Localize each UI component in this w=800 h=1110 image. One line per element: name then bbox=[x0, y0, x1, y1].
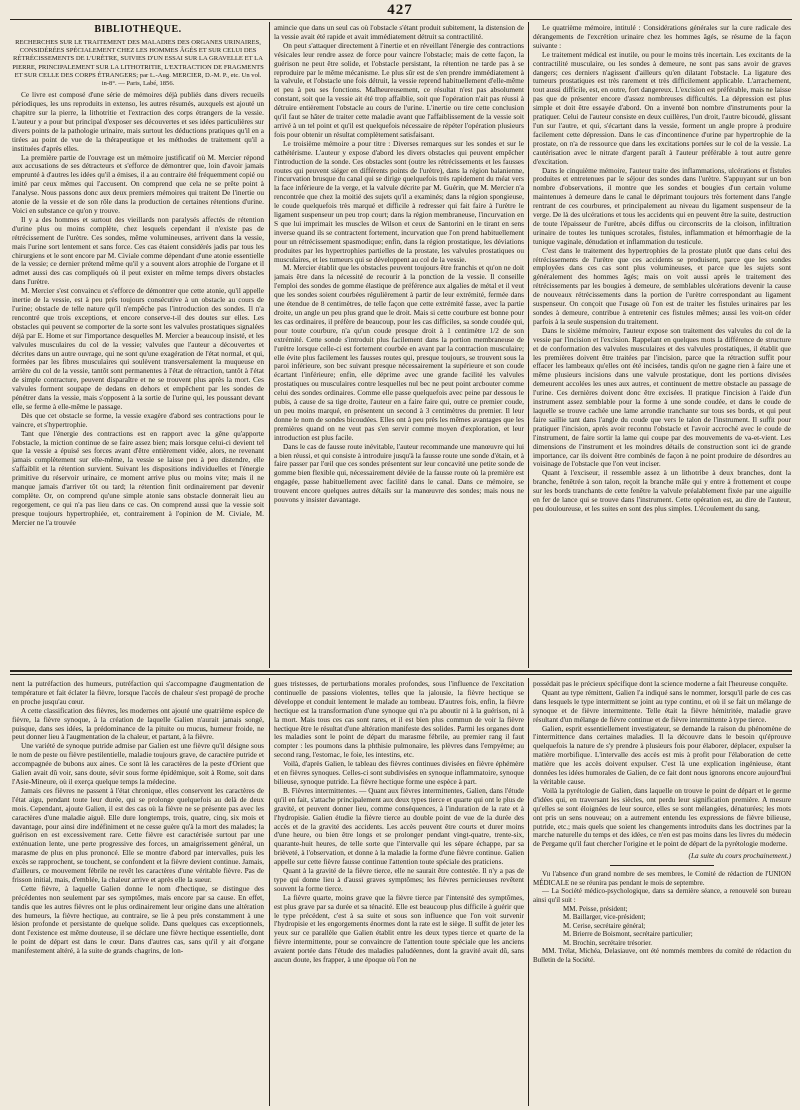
paragraph: La fièvre quarte, moins grave que la fièvre tierce par l'intensité des symptômes, est plus grave par sa durée et sa ténacité. Elle est beaucoup plus difficile à guérir que le type précédent, c'est à sa suite et sous son influence que l'on voit survenir l'hydropisie et les engorgements énormes dont la rate est le siège. Il suffit de jeter les yeux sur ce parallèle que Galien établit entre les deux types tierce et quarte de la fièvre intermittente, pour se convaincre de l'attention toute spéciale que les anciens avaient portée dans l'étude des maladies paludéennes, dont la gravité avait dû, sans aucun doute, les frapper, à une époque où l'on ne bbox=[274, 892, 524, 965]
section-divider-thin bbox=[10, 674, 792, 675]
paragraph: possédait pas le précieux spécifique dont la science moderne a fait l'heureuse conquête. bbox=[533, 680, 788, 688]
paragraph: On peut s'attaquer directement à l'inertie et en réveillant l'énergie des contractions vésicales leur rendre assez de force pour vaincre l'obstacle; mais de cette façon, la guérison ne peut être solide, et l'obstacle persistant, la rétention ne tarde pas à se reproduire par le même mécanisme. Le plus sûr est de s'en prendre immédiatement à la valvule, et l'obstacle une fois détruit, la vessie reprend habituellement d'elle-même et peu à peu ses fonctions. Malheureusement, ce résultat n'est pas absolument constant, soit que la vessie ait été trop affaiblie, soit que l'opération n'ait pas réussi à détruire entièrement l'obstacle au cours de l'urine. L'inertie ou tire cette conclusion qu'il faut se hâter de traiter cette maladie avant que l'affaiblissement de la vessie soit arrivé à un tel point et qu'il est quelquefois nécessaire de répéter l'opération plusieurs fois pour obtenir un résultat complètement satisfaisant. bbox=[274, 40, 524, 139]
paragraph: Le quatrième mémoire, intitulé : Considérations générales sur la cure radicale des dérangements de l'excrétion urinaire chez les hommes âgés, se résume de la façon suivante : bbox=[533, 24, 791, 50]
paragraph: Dans le sixième mémoire, l'auteur expose son traitement des valvules du col de la vessie par l'incision et l'excision. Rappelant en quelques mots la différence de structure et de conformation des valvules musculaires et des valvules prostatiques, il établit que les premières doivent être traitées par l'incision, parce que la rétraction suffit pour effacer les lambeaux qu'elles ont été incisées, tandis qu'on ne gagne rien à faire une et même plusieurs incisions dans une valvule prostatique, dont les portions divisées demeurent accolées les unes aux autres, et continuent de mettre obstacle au passage de l'urine. Ces dernières doivent donc être excisées. Il pratique l'incision à l'aide d'un instrument assez semblable pour la forme à une sonde coudée, et dans le coude de laquelle se trouve cachée une lame arrondie tranchante sur tous ses bords, et qui peut faire saillie tant dans l'angle du coude que vers le talon de l'instrument. Il suffit pour pratiquer l'incision, après avoir reconnu l'obstacle et l'avoir accroché avec le coude de l'instrument, de faire sortir la lame qui coupe par des mouvements de va-et-vient. Les dimensions de l'instrument et les moindres détails de construction sont ici de grande importance, car ils doivent être combinés de façon à ne point produire de désordres au voisinage de l'obstacle que l'on veut inciser. bbox=[533, 325, 791, 469]
member-line: M. Baillarger, vice-président; bbox=[563, 913, 646, 922]
top-rule bbox=[10, 19, 792, 20]
page-number: 427 bbox=[387, 2, 413, 18]
paragraph: Dès que cet obstacle se forme, la vessie exagère d'abord ses contractions pour le vaincre, et s'hypertrophie. bbox=[12, 410, 264, 429]
paragraph: A cette classification des fièvres, les modernes ont ajouté une quatrième espèce de fièvre, la fièvre synoque, à la création de laquelle Galien n'aurait jamais songé, puisque, dans ses idées, la prédominance de la pituite ou mucus, humeur froide, ne peut donner lieu à l'augmentation de la chaleur, et partant, à la fièvre. bbox=[12, 705, 264, 742]
paragraph: Jamais ces fièvres ne passent à l'état chronique, elles conservent les caractères de l'état aigu, pendant toute leur durée, qui se prolonge quelquefois au delà de deux mois. Cependant, ajoute Galien, il est des cas où la fièvre ne se présente pas avec les caractères d'une maladie aiguë. Elle dure longtemps, trois, quatre, cinq, six mois et davantage, pour ainsi dire indéfiniment et ne cesse guère qu'à la mort des malades; la guérison en est excessivement rare. Cette fièvre est caractérisée surtout par une exténuation lente, une perte progressive des forces, un amaigrissement général, un marasme de plus en plus prononcé. Elle se montre d'abord par intervalles, puis les excès se rapprochent, se touchent, se confondent et la fièvre devient continue. Jamais, d'ailleurs, ce mouvement fébrile ne revêt les caractères d'une véritable fièvre. Pas de frisson initial, mais, d'emblée, la chaleur arrive et après elle la sueur. bbox=[12, 785, 264, 884]
member-line: M. Brochin, secrétaire trésorier. bbox=[563, 938, 653, 947]
column-rule-3 bbox=[269, 678, 270, 1106]
paragraph: La première partie de l'ouvrage est un mémoire justificatif où M. Mercier répond aux accusations de ses détracteurs et s'efforce de démontrer que, loin d'avoir jamais emprunté à d'autres les idées qu'il a émises, il a au contraire été fréquemment copié ou imité par ceux mêmes qui l'accusent. On comprend que cela ne se prête point à l'analyse. Nous passons donc aux deux premiers mémoires qui traitent De l'inertie ou atonie de la vessie et de son rôle dans la production de certaines rétentions d'urine. Voici en substance ce qu'on y trouve. bbox=[12, 152, 264, 215]
paragraph: M. Mercier s'est convaincu et s'efforce de démontrer que cette atonie, qu'il appelle inertie de la vessie, est à peu près toujours consécutive à un obstacle au cours de l'urine; obstacle de telle nature qu'il n'empêche pas l'introduction des sondes. Il n'a rencontré que trois exceptions, et encore conserve-t-il des doutes sur elles. Les obstacles qui peuvent se comporter de la sorte sont les valvules prostatiques signalées déjà par E. Home et sur l'importance desquelles M. Mercier a beaucoup insisté, et les valvules musculaires du col de la vessie; valvules que l'auteur a découvertes et décrites dans un autre ouvrage, qui ne sont qu'une exagération de l'état normal, et qui, formées par les fibres musculaires qui soulèvent transversalement la muqueuse en arrière du col de la vessie, tantôt sont permanentes à l'état de rétraction, tantôt à l'état de simple contracture, peuvent disparaître et ne se trouvent plus après la mort. Ces valvules forment soupape de dedans en dehors et empêchent par les sondes de pénétrer dans la vessie, mais s'opposent à la sortie de l'urine qui, les poussant devant elle, se ferme à elle-même le passage. bbox=[12, 286, 264, 411]
member-line: MM. Peisse, président; bbox=[563, 904, 628, 913]
paragraph: Voilà la pyrétologie de Galien, dans laquelle on trouve le point de départ et le germe d'idées qui, en traversant les siècles, ont perdu leur signification première. A mesure qu'elles se sont éloignées de leur source, elles se sont mélangées, dénaturées; les mots ont pris un sens nouveau; on a autrement entendu les expressions de fièvre bilieuse, putride, etc.; mais quels que soient les changements introduits dans les doctrines par la marche naturelle du temps et des idées, ce n'en est pas moins dans les livres du médecin de Pergame qu'il faut chercher l'origine et le point de départ de la pyrétologie moderne. bbox=[533, 785, 791, 849]
divider bbox=[610, 865, 713, 866]
paragraph: M. Mercier établit que les obstacles peuvent toujours être franchis et qu'on ne doit jamais être dans la nécessité de recourir à la ponction de la vessie. Il conseille l'emploi des sondes de gomme élastique de préférence aux algalies de métal et il veut que les sondes soient courbées régulièrement à partir de leur extrémité, fermée dans une étendue de 8 centimètres, de telle façon que cette extrémité fasse, avec la partie droite, un angle un peu plus grand que le droit. Mais si cette courbure est bonne pour les cas ordinaires, il préfère de beaucoup, pour les cas difficiles, sa sonde coudée qui, pour toute courbure, n'a qu'un coude presque droit à 1 centimètre 1/2 de son extrémité. Cette sonde s'introduit plus facilement dans la portion membraneuse de l'urètre lorsque celle-ci est fortement courbée en avant par la contraction musculaire; elle évite plus facilement les fausses routes qui, presque toujours, se trouvent sous la paroi inférieure, son bec suivant presque nécessairement la supérieure et son coude écartant l'inférieure; enfin, elle déprime avec une grande facilité les valvules prostatiques ou musculaires contre lesquelles nul bec ne peut point arcbouter comme celui des sondes ordinaires. Comme elle passe quelquefois avec peine par dessous le pubis, à cause de sa tige droite, l'auteur en a faire faire qui, outre ce premier coude, un peu moins marqué, en présentent un second à 3 centimètres du premier. Il leur donne le nom de sondes bicoudées. Elles ont à peu près les mêmes avantages que les premières quand on ne veut pas s'en servir comme moyen d'exploration, et leur introduction est plus facile. bbox=[274, 263, 524, 442]
paragraph: amincie que dans un seul cas où l'obstacle s'étant produit subitement, la distension de la vessie avait été rapide et avait immédiatement détruit sa contractilité. bbox=[274, 24, 524, 41]
paragraph: nent la putréfaction des humeurs, putréfaction qui s'accompagne d'augmentation de température et fait éclater la fièvre, lorsque l'accès de chaleur s'est propagé de proche en proche jusqu'au cœur. bbox=[12, 680, 264, 706]
member-line: M. Cerise, secrétaire général; bbox=[563, 921, 646, 930]
paragraph: C'est dans le traitement des hypertrophies de la prostate plutôt que dans celui des rétrécissements de l'urètre que ces accidents se produisent, parce que les sondes employées dans ces cas sont plus volumineuses, et parce que les sujets sont généralement des hommes âgés; mais on voit aussi après le traitement des rétrécissements par les bougies à demeure, de semblables ulcérations devenir la cause de nouveaux rétrécissements dans la portion de l'urètre correspondant au ligament suspenseur. On conçoit que l'usage où l'on est de traiter les fistules urinaires par les sondes à demeure, contribue à entretenir ces fistules mêmes; aussi les voit-on céder parfois à la seule suspension du traitement. bbox=[533, 245, 791, 326]
section-header: BIBLIOTHÈQUE. bbox=[94, 24, 182, 35]
member-line: M. Brierre de Boismont, secrétaire particulier; bbox=[563, 930, 693, 939]
column-rule-4 bbox=[528, 678, 529, 1106]
paragraph: Voilà, d'après Galien, le tableau des fièvres continues divisées en fièvre éphémère et en fièvres synoques. Celles-ci sont subdivisées en synoque inflammatoire, synoque bilieuse, synoque putride. La fièvre hectique forme une espèce à part. bbox=[274, 759, 524, 786]
paragraph: Dans le cas de fausse route inévitable, l'auteur recommande une manœuvre qui lui a bien réussi, et qui consiste à introduire jusqu'à la fausse route une sonde d'étain, et à faire passer par l'œil que ces sondes présentent sur leur concavité une petite sonde de gomme bien flexible qui, nécessairement déviée de la fausse route où la première est engagée, passe habituellement avec facilité dans le canal. Dans ce mémoire, se trouvent encore quelques autres détails sur la manœuvre des sondes; mais nous ne pouvons y insister davantage. bbox=[274, 441, 524, 505]
paragraph: Dans le cinquième mémoire, l'auteur traite des inflammations, ulcérations et fistules produites et entretenues par le séjour des sondes dans l'urètre. S'appuyant sur un bon nombre d'observations, il montre que les sondes et bougies d'un certain volume maintenues à demeure dans le canal le déprimant toujours très fortement dans l'angle rentrant de ces courbures, et principalement au niveau du ligament suspenseur de la verge. De là des ulcérations et tous les accidents qui en peuvent être la suite, destruction de toute l'épaisseur de l'urètre, abcès diffus ou circonscrits de la cloison, infiltration urinaire de toutes les tuniques scrotales, fistules, inflammation et hémorrhagie de la tunique vaginale, dénudation et inflammation du testicule. bbox=[533, 165, 791, 246]
paragraph: Le troisième mémoire a pour titre : Diverses remarques sur les sondes et sur le cathétérisme. L'auteur y expose d'abord les divers obstacles qui peuvent empêcher l'introduction de la sonde. Ces obstacles sont (outre les rétrécissements et les fausses routes qui peuvent siéger en différents points de l'urètre), dans la région balanienne, l'incurvation brusque du canal qui se dirige quelquefois très rapidement du méat vers la face inférieure de la verge, et la valvule décrite par M. Guérin, que M. Mercier n'a rencontrée que chez la moitié des sujets qu'il a examinés; dans la région spongieuse, le coude quelquefois très marqué et difficile à redresser qui fait faire à l'urètre le ligament suspenseur un peu trop court; dans la région membraneuse, l'incurvation en S que lui imprimait les muscles de Wilson et ceux de Santorini en le tirant en sens inverse quand ils se contractent fortement, incurvation que l'on prend habituellement pour un rétrécissement spasmodique; enfin, dans la région prostatique, les déviations produites par les hypertrophies partielles de la prostate, les valvules prostatiques ou musculaires, et les tumeurs qui se développent au col de la vessie. bbox=[274, 138, 524, 264]
paragraph: gues tristesses, de perturbations morales profondes, sous l'influence de l'excitation continuelle de passions violentes, telles que la jalousie, la fièvre hectique se développe et conduit lentement le malade au tombeau. D'autres fois, enfin, la fièvre hectique est la transformation d'une synoque qui n'a pu aboutir ni à la guérison, ni à la mort. Mais tous ces cas sont rares, et il est bien plus commun de voir la fièvre hectique être le résultat d'une altération manifeste des solides. Parmi les organes dont les maladies sont le point de départ du marasme fébrile, au premier rang il faut compter : les poumons dans la phthisie pulmonaire, les plèvres dans l'empyème; au second rang, l'estomac, le foie, les intestins, etc. bbox=[274, 680, 524, 760]
society-announcement: — La Société médico-psychologique, dans sa dernière séance, a renouvelé son bureau ainsi qu'il suit : bbox=[533, 887, 791, 904]
paragraph: Cette fièvre, à laquelle Galien donne le nom d'hectique, se distingue des précédentes non seulement par ses symptômes, mais encore par sa cause. En effet, tandis que les autres fièvres ont le plus ordinairement leur origine dans une altération des humeurs, la fièvre hectique, au contraire, se lie à peu près constamment à une lésion profonde et persistante de quelque solide. Dans quelques cas exceptionnels, dont l'existence est même douteuse, il se déclare une fièvre hectique essentielle, dont le point de départ est dans le cœur. Dans d'autres cas, sans qu'il y ait d'organe manifestement altéré, à la suite de grands chagrins, de lon- bbox=[12, 883, 264, 956]
society-committee: MM. Trélat, Michéa, Delasiauve, ont été nommés membres du comité de rédaction du Bulletin de la Société. bbox=[533, 947, 791, 965]
paragraph: Une variété de synoque putride admise par Galien est une fièvre qu'il désigne sous le nom de peste ou fièvre pestilentielle, maladie toujours grave, de caractère putride et accompagnée de bubons aux aines. Ce sont là les caractères de la peste d'Orient que Galien avait dû voir, sans doute, sévir sous forme épidémique, soit à Rome, soit dans l'Asie-Mineure, où il exerça quelque temps la médecine. bbox=[12, 741, 264, 786]
paragraph: Ce livre est composé d'une série de mémoires déjà publiés dans divers recueils périodiques, les uns reproduits in extenso, les autres résumés, auxquels est ajouté un chapitre sur la pierre, la lithotritie et l'extraction des corps étrangers de la vessie. L'auteur y a pour but principal d'exposer ses découvertes et ses idées particulières sur divers points de la pathologie urinaire, mais surtout les déductions pratiques qu'il en a tirées au point de vue de la thérapeutique et les méthodes de traitement qu'il a instituées d'après elles. bbox=[12, 90, 264, 153]
article-title: RECHERCHES SUR LE TRAITEMENT DES MALADIES DES ORGANES URINAIRES, CONSIDÉRÉES SPÉCIALEMENT CHEZ LES HOMMES ÂGÉS ET SUR CELUI DES RÉTRÉCISSEMENTS DE L'URÈTRE, SUIVIES D'UN ESSAI SUR LA GRAVELLE ET LA PIERRE, PRINCIPALEMENT SUR LA LITHOTRITIE, L'EXTRACTION DE FRAGMENTS ET SUR CELLE DES CORPS ÉTRANGERS; par L.-Aug. MERCIER, D.-M. P., etc. Un vol. in-8°. — Paris, Labé, 1856. bbox=[12, 39, 264, 88]
column-1 bbox=[12, 24, 264, 666]
paragraph: Il y a des hommes et surtout des vieillards non paralysés affectés de rétention d'urine plus ou moins complète, chez lesquels cependant il n'existe pas de rétrécissement de l'urètre. Ces sondes, même volumineuses, arrivent dans la vessie, mais l'urine sort lentement et sans force. Ces cas étaient considérés jadis par tous les chirurgiens et le sont encore par M. Civiale comme dépendant d'une atonie essentielle de la vessie; ce dernier prétend même qu'il y a souvent alors atrophie de l'organe et il admet aussi des cas compliqués où il peut exister en même temps divers obstacles dans l'urètre. bbox=[12, 214, 264, 287]
continued-note: (La suite du cours prochainement.) bbox=[688, 851, 791, 861]
committee-notice: Vu l'absence d'un grand nombre de ses membres, le Comité de rédaction de l'UNION MÉDICALE ne se réunira pas pendant le mois de septembre. bbox=[533, 870, 791, 887]
column-rule-2 bbox=[528, 22, 529, 668]
paragraph: Le traitement médical est inutile, ou pour le moins très incertain. Les excitants de la contractilité musculaire, ou les sondes à demeure, ne sont pas sans avoir de graves dangers; ces derniers n'agissent d'ailleurs qu'en dilatant l'obstacle. La ligature des tumeurs prostatiques est très rarement et très difficilement applicable. L'arrachement, tout aussi difficile, est, en outre, fort dangereux. L'excision est préférable, mais ne laisse pas que de présenter encore d'assez nombreuses difficultés. La dépression est plus simple et doit être essayée d'abord. On a inventé bon nombre d'instruments pour la pratiquer. Celui de l'auteur consiste en deux cuillères, l'un droit, l'autre bicoudé, glissant l'un sur l'autre, et qui, s'écartant dans la vessie, forment un angle propre à produire facilement cette dépression. Dans le cas d'incontinence d'urine par hypertrophie de la prostate, on n'a de ressource que dans les excitations portées sur le col de la vessie. La cautérisation avec le nitrate d'argent paraît à l'auteur préférable à tout autre genre d'excitation. bbox=[533, 49, 791, 166]
paragraph: Galien, esprit essentiellement investigateur, se demande la raison du phénomène de l'intermittence dans certaines maladies. Il la découvre dans le besoin qu'éprouve quelquefois la nature de s'y prendre à plusieurs fois pour élaborer, déplacer, expulser la matière morbifique. L'intervalle des accès est mis à profit pour l'élaboration de cette matière que les accès doivent expulser. C'est là une explication ingénieuse, étant données les idées humorales de Galien, de ce fait dont nous ignorons encore aujourd'hui la véritable cause. bbox=[533, 723, 791, 786]
paragraph: Quant à la gravité de la fièvre tierce, elle ne saurait être contestée. Il n'y a pas de type qui donne lieu à d'aussi graves symptômes; les fièvres pernicieuses revêtent souvent la forme tierce. bbox=[274, 866, 524, 893]
column-2 bbox=[274, 24, 524, 666]
paragraph: Tant que l'énergie des contractions est en rapport avec la gêne qu'apporte l'obstacle, la miction continue de se faire assez bien; mais lorsque celui-ci devient tel que la vessie a épuisé ses forces avant d'être entièrement vidée, alors, ne revenant jamais complètement sur elle-même, la vessie se laisse peu à peu distendre, elle s'affaiblit et la rétention survient. Suivant les dispositions individuelles et l'énergie primitive du réservoir urinaire, ce moment arrive plus ou moins vite; mais il ne manque jamais d'arriver tôt ou tard; la rétention finit ordinairement par devenir complète. Or, on comprend qu'une simple atonie sans obstacle donnerait lieu au regorgement, ce qui n'a pas lieu dans ce cas. On comprend aussi que la vessie soit presque toujours hypertrophiée, et, contrairement à l'opinion de M. Civiale, M. Mercier ne l'a trouvée bbox=[12, 428, 264, 527]
section-divider bbox=[10, 670, 792, 672]
paragraph: B. Fièvres intermittentes. — Quant aux fièvres intermittentes, Galien, dans l'étude qu'il en fait, s'attache principalement aux deux types tierce et quarte qui ont le plus de gravité, et peuvent donner lieu, comme conséquences, à l'induration de la rate et à l'hydropisie. Galien étudie la fièvre tierce au double point de vue de la durée des accès et de la gravité des accidents. Les accès peuvent être courts et durer moins d'une heure, ou bien être longs et se prolonger pendant vingt-quatre, trente-six, quarante-huit heures, de telle sorte que l'intervalle qui les sépare échappe, par sa brièveté, à l'observation, et donne à la maladie la forme d'une fièvre continue. Galien appelle sur cette fièvre fausse continue l'attention toute spéciale des praticiens. bbox=[274, 785, 524, 867]
column-rule-1 bbox=[269, 22, 270, 668]
column-4 bbox=[12, 680, 264, 1106]
paragraph: Quant à l'exciseur, il ressemble assez à un lithotribe à deux branches, dont la branche, fenêtrée à son talon, reçoit la branche mâle qui y entre à frottement et coupe sur les bords tranchants de cette fenêtre la valvule préalablement fixée par une aiguille en fer de lance qui se trouve dans l'instrument. Cette opération est, au dire de l'auteur, peu douloureuse, et les suites en sont des plus simples. L'écoulement du sang, bbox=[533, 468, 791, 513]
column-3 bbox=[533, 24, 791, 666]
column-6 bbox=[533, 680, 791, 1106]
column-5 bbox=[274, 680, 524, 1106]
paragraph: Quant au type rémittent, Galien l'a indiqué sans le nommer, lorsqu'il parle de ces cas dans lesquels le type intermittent se joint au type continu, et où il se fait un mélange de synoque et de fièvre intermittente. Telle était la fièvre hémitritée, maladie grave résultant d'un mélange de fièvre continue et de fièvre intermittente à type tierce. bbox=[533, 687, 791, 724]
